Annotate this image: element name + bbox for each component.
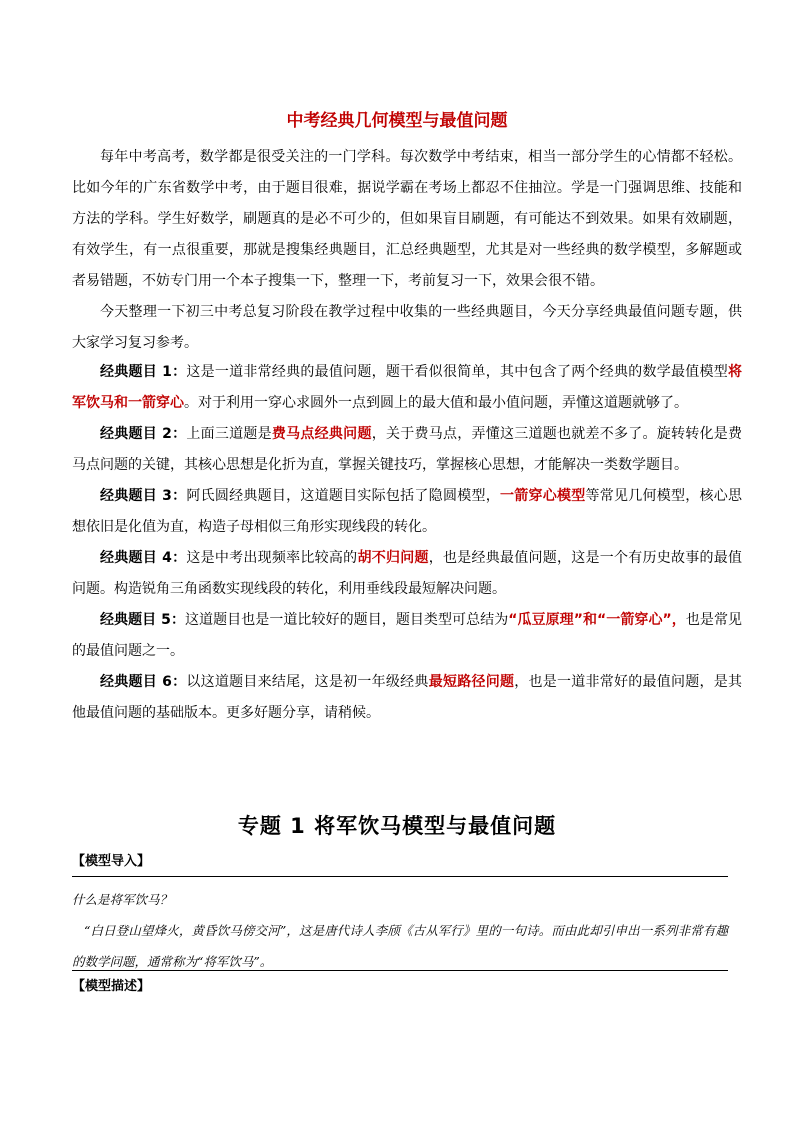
model-intro-header: 【模型导入】 — [72, 854, 151, 869]
problem-text: 。对于利用一穿心求圆外一点到圆上的最大值和最小值问题，弄懂这道题就够了。 — [184, 395, 688, 411]
problem-highlight: “瓜豆原理”和“一箭穿心”， — [508, 612, 686, 628]
problem-highlight: 费马点经典问题 — [271, 426, 372, 442]
problem-text: ，也是经典最值问题，这是一个有历史故事的最值问题。构造锐角三角函数实现线段的转化，利用垂线段最短解决问题。 — [72, 550, 743, 597]
divider — [72, 876, 728, 877]
model-intro-body — [72, 884, 728, 977]
problem-text: ，关于费马点，弄懂这三道题也就差不多了。旋转转化是费马点问题的关键，其核心思想是化折为直，掌握关键技巧，掌握核心思想，才能解决一类数学题目。 — [72, 426, 743, 473]
problem-text: 上面三道题是 — [186, 426, 272, 442]
intro-paragraph-2: 今天整理一下初三中考总复习阶段在教学过程中收集的一些经典题目，今天分享经典最值问题专题，供大家学习复习参考。 — [72, 304, 742, 351]
intro-paragraph-1: 每年中考高考，数学都是很受关注的一门学科。每次数学中考结束，相当一部分学生的心情都不轻松。比如今年的广东省数学中考，由于题目很难，据说学霸在考场上都忍不住抽泣。学是一门强调思维、技能和方法的学科。学生好数学，刷题真的是必不可少的，但如果盲目刷题，有可能达不到效果。如果有效刷题，有效学生，有一点很重要，那就是搜集经典题目，汇总经典题型，尤其是对一些经典的数学模型，多解题或者易错题，不妨专门用一个本子搜集一下，整理一下，考前复习一下，效果会很不错。 — [72, 149, 742, 289]
problem-label: 经典题目 6： — [100, 674, 187, 690]
problem-list — [72, 357, 742, 729]
model-desc-header: 【模型描述】 — [72, 979, 151, 994]
problem-highlight: 将军饮马和一箭穿心 — [72, 364, 742, 411]
problem-text: 这是中考出现频率比较高的 — [186, 550, 358, 566]
problem-text: 这是一道非常经典的最值问题，题干看似很简单，其中包含了两个经典的数学最值模型 — [186, 364, 728, 380]
document-title: 中考经典几何模型与最值问题 — [286, 111, 508, 131]
problem-text: 阿氏圆经典题目，这道题目实际包括了隐圆模型， — [186, 488, 500, 504]
model-intro-text: “白日登山望烽火，黄昏饮马傍交河”，这是唐代诗人李颀《古从军行》里的一句诗。而由此却引申出一系列非常有趣的数学问题，通常称为“将军饮马”。 — [72, 923, 728, 969]
problem-item-5 — [72, 605, 742, 667]
divider — [72, 970, 728, 971]
problem-highlight: 一箭穿心模型 — [499, 488, 586, 504]
problem-text: 这道题目也是一道比较好的题目，题目类型可总结为 — [185, 612, 509, 628]
problem-text: 以这道题目来结尾，这是初一年级经典 — [186, 674, 429, 690]
problem-item-4 — [72, 543, 742, 605]
problem-item-3 — [72, 481, 742, 543]
problem-label: 经典题目 2： — [100, 426, 187, 442]
problem-highlight: 胡不归问题 — [357, 550, 429, 566]
problem-label: 经典题目 5： — [100, 612, 185, 628]
model-intro-question: 什么是将军饮马？ — [72, 892, 173, 907]
problem-item-1 — [72, 357, 742, 419]
problem-label: 经典题目 1： — [100, 364, 187, 380]
problem-label: 经典题目 4： — [100, 550, 187, 566]
problem-label: 经典题目 3： — [100, 488, 187, 504]
problem-highlight: 最短路径问题 — [428, 674, 515, 690]
problem-text: 也是常见的最值问题之一。 — [72, 612, 743, 659]
problem-item-6 — [72, 667, 742, 729]
problem-text: 等常见几何模型，核心思想依旧是化值为直，构造子母相似三角形实现线段的转化。 — [72, 488, 743, 535]
section-title: 专题 1 将军饮马模型与最值问题 — [237, 814, 557, 838]
intro-section — [72, 142, 742, 359]
problem-item-2 — [72, 419, 742, 481]
problem-text: ，也是一道非常好的最值问题，是其他最值问题的基础版本。更多好题分享，请稍候。 — [72, 674, 743, 721]
